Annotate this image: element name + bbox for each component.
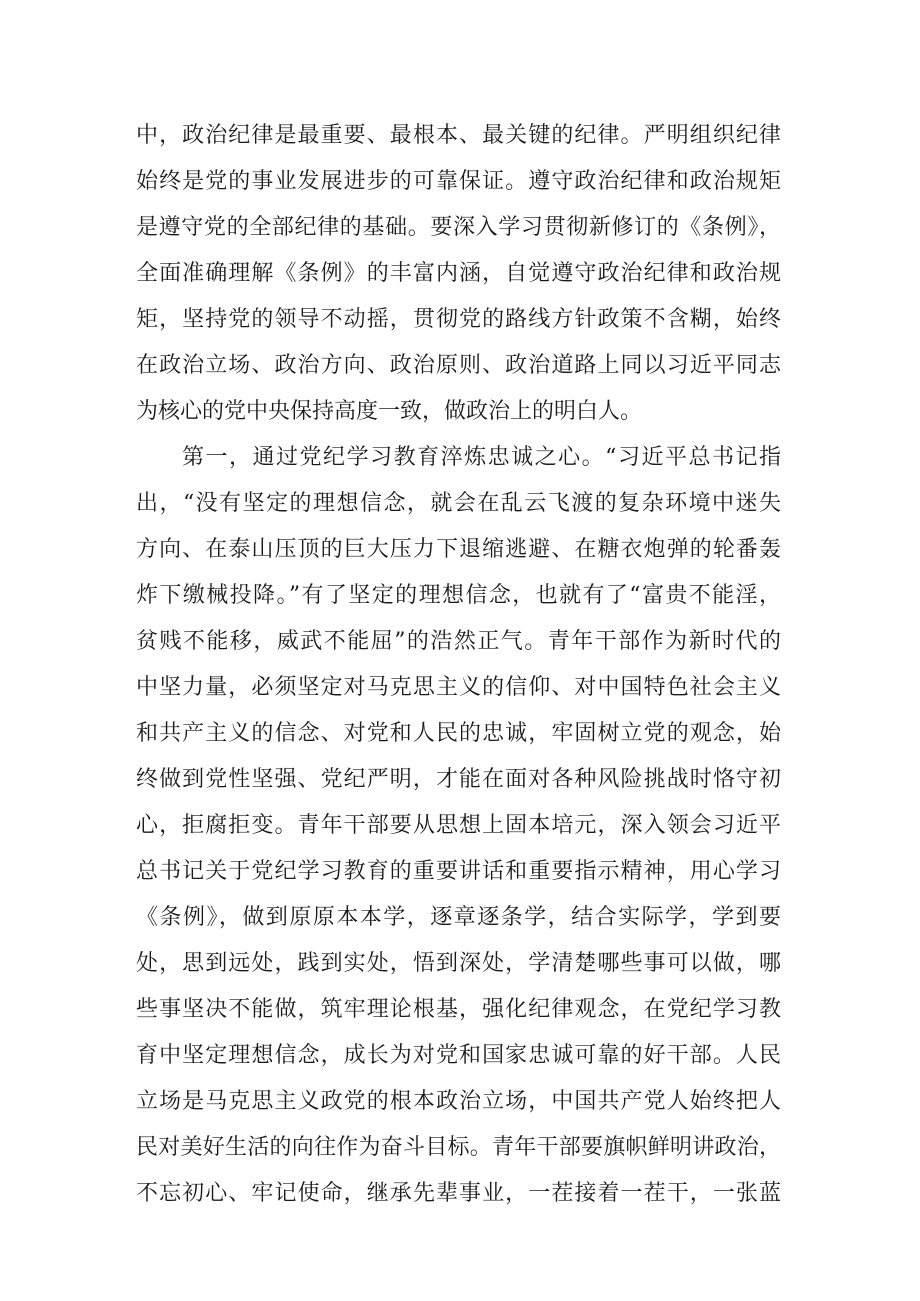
text-line: 贫贱不能移，威武不能屈”的浩然正气。青年干部作为新时代的 xyxy=(136,629,781,654)
text-line: 些事坚决不能做，筑牢理论根基，强化纪律观念，在党纪学习教 xyxy=(136,997,781,1022)
text-line: 是遵守党的全部纪律的基础。要深入学习贯彻新修订的《条例》， xyxy=(136,215,781,240)
text-line: 全面准确理解《条例》的丰富内涵，自觉遵守政治纪律和政治规 xyxy=(136,261,781,286)
text-line: 炸下缴械投降。”有了坚定的理想信念，也就有了“富贵不能淫， xyxy=(136,583,781,608)
text-line: 总书记关于党纪学习教育的重要讲话和重要指示精神，用心学习 xyxy=(136,859,781,884)
text-line: 矩，坚持党的领导不动摇，贯彻党的路线方针政策不含糊，始终 xyxy=(136,307,781,332)
text-line: 《条例》，做到原原本本学，逐章逐条学，结合实际学，学到要 xyxy=(136,905,781,930)
text-line: 育中坚定理想信念，成长为对党和国家忠诚可靠的好干部。人民 xyxy=(136,1043,781,1068)
text-line: 出，“没有坚定的理想信念，就会在乱云飞渡的复杂环境中迷失 xyxy=(136,491,781,516)
text-line: 民对美好生活的向往作为奋斗目标。青年干部要旗帜鲜明讲政治， xyxy=(136,1135,781,1160)
paragraph-start-line: 第一，通过党纪学习教育淬炼忠诚之心。“习近平总书记指 xyxy=(182,445,781,470)
text-line: 为核心的党中央保持高度一致，做政治上的明白人。 xyxy=(136,399,643,424)
text-line: 中坚力量，必须坚定对马克思主义的信仰、对中国特色社会主义 xyxy=(136,675,781,700)
text-line: 终做到党性坚强、党纪严明，才能在面对各种风险挑战时恪守初 xyxy=(136,767,781,792)
text-line: 在政治立场、政治方向、政治原则、政治道路上同以习近平同志 xyxy=(136,353,781,378)
body-text xyxy=(136,113,781,1217)
text-line: 始终是党的事业发展进步的可靠保证。遵守政治纪律和政治规矩 xyxy=(136,169,781,194)
text-line: 中，政治纪律是最重要、最根本、最关键的纪律。严明组织纪律 xyxy=(136,123,781,148)
text-line: 心，拒腐拒变。青年干部要从思想上固本培元，深入领会习近平 xyxy=(136,813,781,838)
text-line: 处，思到远处，践到实处，悟到深处，学清楚哪些事可以做，哪 xyxy=(136,951,781,976)
text-line: 立场是马克思主义政党的根本政治立场，中国共产党人始终把人 xyxy=(136,1089,781,1114)
text-line: 和共产主义的信念、对党和人民的忠诚，牢固树立党的观念，始 xyxy=(136,721,781,746)
text-line: 方向、在泰山压顶的巨大压力下退缩逃避、在糖衣炮弹的轮番轰 xyxy=(136,537,781,562)
text-line: 不忘初心、牢记使命，继承先辈事业，一茬接着一茬干，一张蓝 xyxy=(136,1181,781,1206)
